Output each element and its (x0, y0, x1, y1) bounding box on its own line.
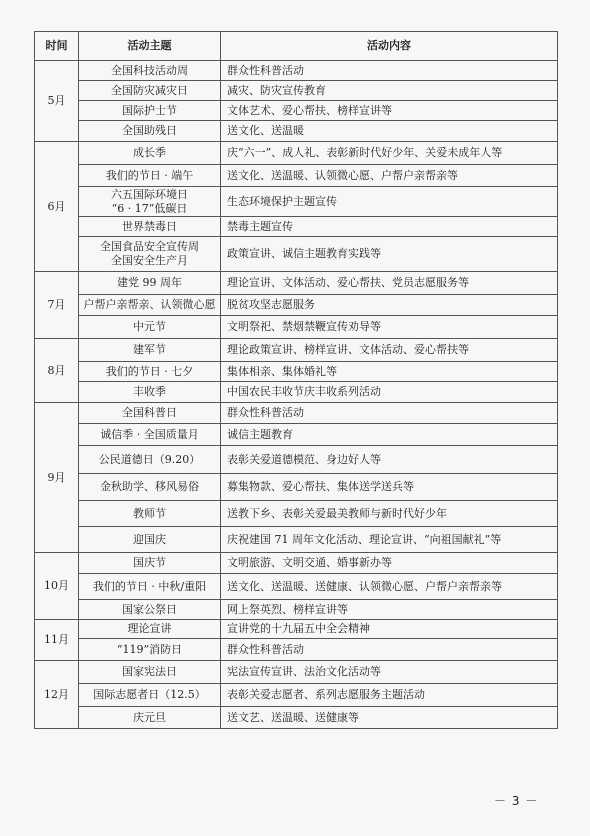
content-cell: 群众性科普活动 (221, 639, 558, 661)
content-cell: 生态环境保护主题宣传 (221, 187, 558, 217)
theme-cell: 建军节 (79, 339, 221, 362)
theme-cell: 国家宪法日 (79, 661, 221, 684)
content-cell: 群众性科普活动 (221, 61, 558, 81)
table-row (35, 339, 558, 362)
header-time: 时间 (35, 32, 79, 61)
header-content: 活动内容 (221, 32, 558, 61)
theme-cell: 建党 99 周年 (79, 272, 221, 295)
table-row (35, 600, 558, 620)
month-cell: 7月 (35, 272, 79, 339)
content-cell: 文明祭祀、禁烟禁鞭宣传劝导等 (221, 316, 558, 339)
content-cell: 文体艺术、爱心帮扶、榜样宣讲等 (221, 101, 558, 121)
theme-cell: 国际护士节 (79, 101, 221, 121)
theme-cell: 世界禁毒日 (79, 217, 221, 237)
theme-cell: 丰收季 (79, 382, 221, 403)
table-row (35, 316, 558, 339)
table-row (35, 574, 558, 600)
content-cell: 宣讲党的十九届五中全会精神 (221, 620, 558, 639)
content-cell: 网上祭英烈、榜样宣讲等 (221, 600, 558, 620)
table-row (35, 684, 558, 707)
table-row (35, 142, 558, 165)
theme-cell: 我们的节日 · 中秋/重阳 (79, 574, 221, 600)
theme-cell: 全国食品安全宣传周 全国安全生产月 (79, 237, 221, 272)
content-cell: 减灾、防灾宣传教育 (221, 81, 558, 101)
content-cell: 宪法宣传宣讲、法治文化活动等 (221, 661, 558, 684)
table-row (35, 474, 558, 501)
table-row (35, 121, 558, 142)
table-row (35, 237, 558, 272)
theme-cell: 教师节 (79, 501, 221, 527)
content-cell: 文明旅游、文明交通、婚事新办等 (221, 553, 558, 574)
theme-cell: 中元节 (79, 316, 221, 339)
theme-cell: 六五国际环境日 “6 · 17”低碳日 (79, 187, 221, 217)
table-row (35, 620, 558, 639)
theme-cell: 国庆节 (79, 553, 221, 574)
content-cell: 募集物款、爱心帮扶、集体送学送兵等 (221, 474, 558, 501)
table-row (35, 295, 558, 316)
theme-cell: 全国防灾减灾日 (79, 81, 221, 101)
content-cell: 理论宣讲、文体活动、爱心帮扶、党员志愿服务等 (221, 272, 558, 295)
content-cell: 庆祝建国 71 周年文化活动、理论宣讲、“向祖国献礼”等 (221, 527, 558, 553)
table-row (35, 661, 558, 684)
table-row (35, 272, 558, 295)
theme-cell: 国际志愿者日（12.5） (79, 684, 221, 707)
month-cell: 5月 (35, 61, 79, 142)
theme-cell: “119”消防日 (79, 639, 221, 661)
table-row (35, 639, 558, 661)
theme-cell: 成长季 (79, 142, 221, 165)
table-row (35, 424, 558, 446)
month-cell: 6月 (35, 142, 79, 272)
table-row (35, 707, 558, 729)
table-row (35, 501, 558, 527)
theme-cell: 我们的节日 · 七夕 (79, 362, 221, 382)
theme-cell: 全国助残日 (79, 121, 221, 142)
theme-cell: 庆元旦 (79, 707, 221, 729)
table-row (35, 217, 558, 237)
table-body (35, 61, 558, 729)
table-header-row (35, 32, 558, 61)
theme-cell: 金秋助学、移风易俗 (79, 474, 221, 501)
theme-cell: 理论宣讲 (79, 620, 221, 639)
theme-cell: 诚信季 · 全国质量月 (79, 424, 221, 446)
content-cell: 诚信主题教育 (221, 424, 558, 446)
content-cell: 中国农民丰收节庆丰收系列活动 (221, 382, 558, 403)
content-cell: 送文化、送温暖 (221, 121, 558, 142)
month-cell: 11月 (35, 620, 79, 661)
theme-cell: 国家公祭日 (79, 600, 221, 620)
content-cell: 脱贫攻坚志愿服务 (221, 295, 558, 316)
table-row (35, 527, 558, 553)
table-row (35, 446, 558, 474)
month-cell: 10月 (35, 553, 79, 620)
content-cell: 集体相亲、集体婚礼等 (221, 362, 558, 382)
theme-cell: 迎国庆 (79, 527, 221, 553)
month-cell: 12月 (35, 661, 79, 729)
theme-cell: 户帮户亲帮亲、认领微心愿 (79, 295, 221, 316)
month-cell: 8月 (35, 339, 79, 403)
table-row (35, 187, 558, 217)
theme-cell: 全国科技活动周 (79, 61, 221, 81)
content-cell: 表彰关爱道德模范、身边好人等 (221, 446, 558, 474)
content-cell: 庆“六一”、成人礼、表彰新时代好少年、关爱未成年人等 (221, 142, 558, 165)
content-cell: 群众性科普活动 (221, 403, 558, 424)
table-row (35, 553, 558, 574)
month-cell: 9月 (35, 403, 79, 553)
activity-schedule-table (34, 31, 558, 729)
content-cell: 送文艺、送温暖、送健康等 (221, 707, 558, 729)
content-cell: 政策宣讲、诚信主题教育实践等 (221, 237, 558, 272)
table-row (35, 61, 558, 81)
header-theme: 活动主题 (79, 32, 221, 61)
content-cell: 禁毒主题宣传 (221, 217, 558, 237)
content-cell: 理论政策宣讲、榜样宣讲、文体活动、爱心帮扶等 (221, 339, 558, 362)
table-row (35, 403, 558, 424)
content-cell: 表彰关爱志愿者、系列志愿服务主题活动 (221, 684, 558, 707)
page-number: － 3 － (494, 794, 539, 808)
content-cell: 送教下乡、表彰关爱最美教师与新时代好少年 (221, 501, 558, 527)
content-cell: 送文化、送温暖、送健康、认领微心愿、户帮户亲帮亲等 (221, 574, 558, 600)
table-row (35, 101, 558, 121)
table-row (35, 362, 558, 382)
theme-cell: 公民道德日（9.20） (79, 446, 221, 474)
table-row (35, 382, 558, 403)
table-row (35, 81, 558, 101)
content-cell: 送文化、送温暖、认领微心愿、户帮户亲帮亲等 (221, 165, 558, 187)
theme-cell: 全国科普日 (79, 403, 221, 424)
theme-cell: 我们的节日 · 端午 (79, 165, 221, 187)
table-row (35, 165, 558, 187)
